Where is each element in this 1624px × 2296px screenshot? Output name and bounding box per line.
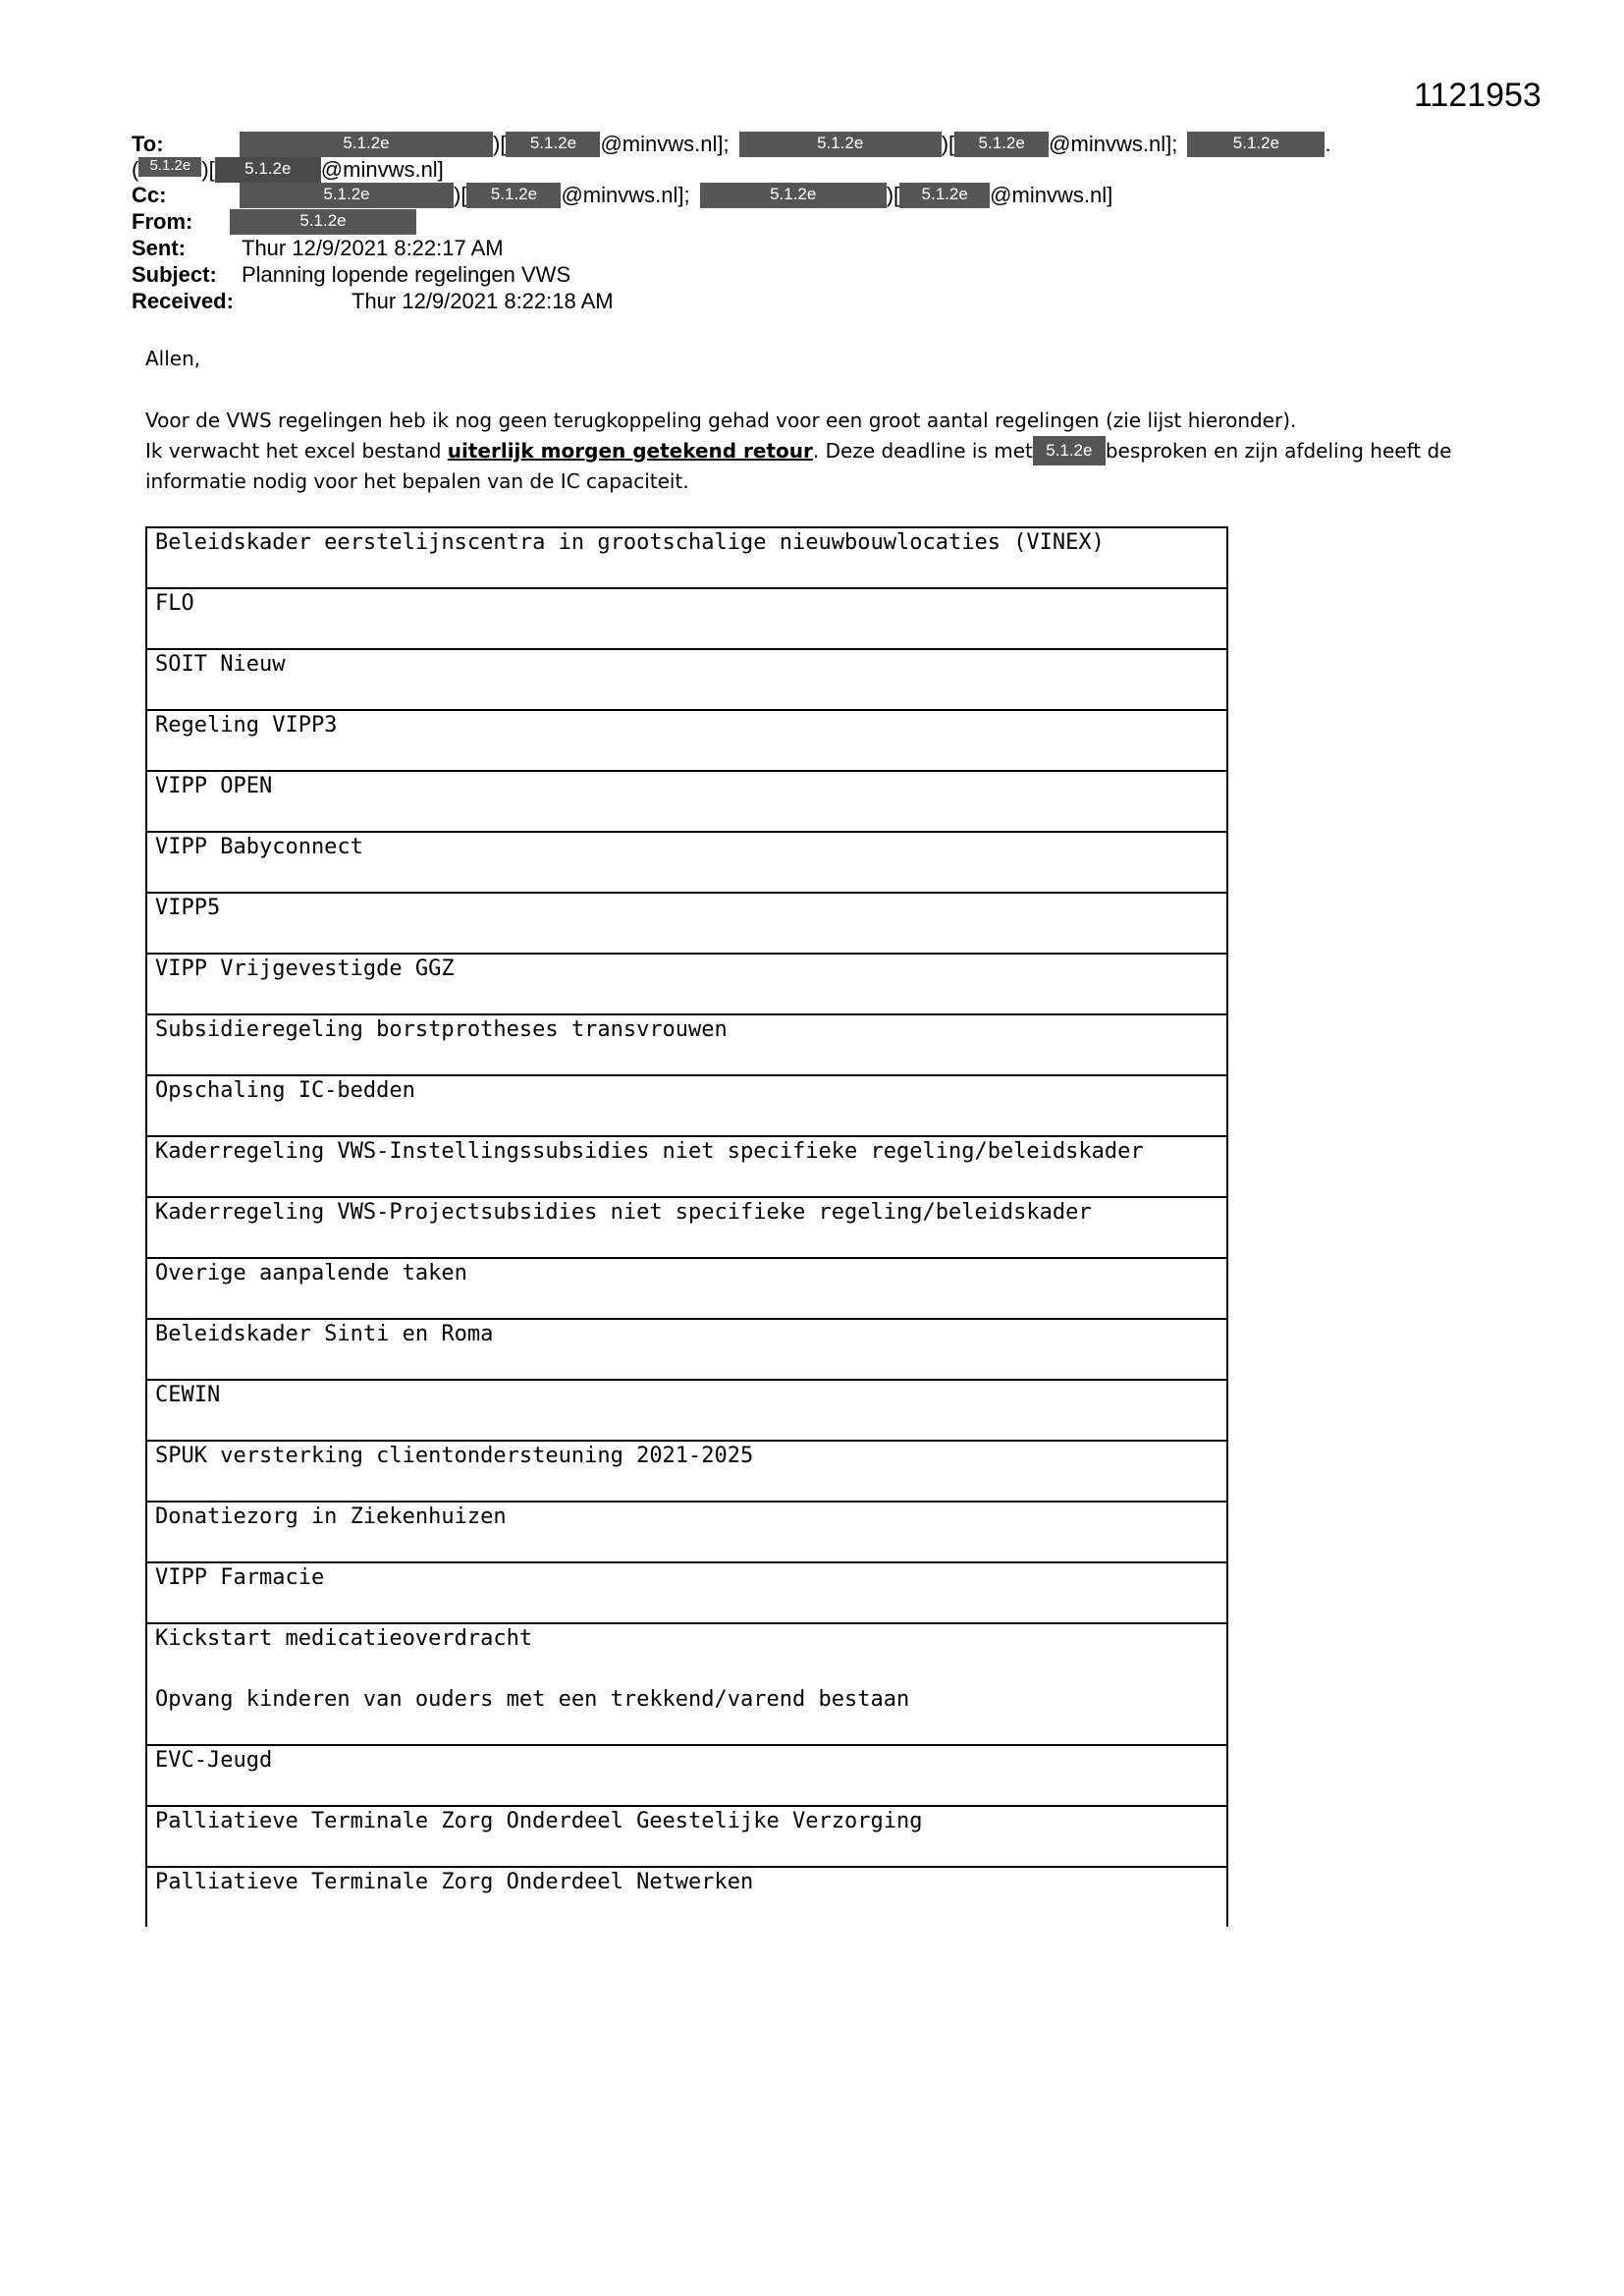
redaction-box: 5.1.2e (466, 183, 561, 208)
redaction-box: 5.1.2e (138, 157, 201, 177)
table-row (147, 894, 1226, 955)
table-row (147, 1624, 1226, 1746)
received-label: Received: (132, 289, 234, 313)
regeling-label: SOIT Nieuw (155, 652, 286, 677)
regeling-label: Subsidieregeling borstprotheses transvrouwen (155, 1017, 728, 1042)
regeling-label: VIPP Farmacie (155, 1565, 325, 1590)
table-row (147, 772, 1226, 833)
regeling-label: Beleidskader Sinti en Roma (155, 1322, 494, 1346)
table-row (147, 833, 1226, 894)
regeling-label: VIPP5 (155, 896, 221, 920)
cc-line (132, 183, 1113, 208)
regeling-label: Donatiezorg in Ziekenhuizen (155, 1504, 507, 1529)
table-row (147, 1381, 1226, 1442)
cc-recipients: 5.1.2e )[ 5.1.2e @minvws.nl]; 5.1.2e )[ 5.1.2e @minvws.nl] (240, 183, 1112, 208)
regeling-label: Kaderregeling VWS-Instellingssubsidies niet specifieke regeling/beleidskader (155, 1139, 1144, 1164)
table-row (147, 1868, 1226, 1927)
regeling-label: Opvang kinderen van ouders met een trekkend/varend bestaan (155, 1687, 910, 1712)
sent-line (132, 236, 504, 261)
cc-label: Cc: (132, 183, 167, 207)
regeling-label: Kickstart medicatieoverdracht (155, 1626, 533, 1651)
sent-label: Sent: (132, 236, 186, 260)
regelingen-table (145, 526, 1228, 1927)
table-row (147, 1807, 1226, 1868)
body-line-3: informatie nodig voor het bepalen van de IC capaciteit. (145, 469, 689, 493)
table-row (147, 1137, 1226, 1198)
table-row (147, 650, 1226, 711)
table-row (147, 955, 1226, 1015)
from-label: From: (132, 209, 193, 234)
table-row (147, 1320, 1226, 1381)
to-recipients-1: 5.1.2e )[ 5.1.2e @minvws.nl]; 5.1.2e )[ 5.1.2e @minvws.nl]; 5.1.2e . (240, 132, 1331, 157)
redaction-box: 5.1.2e (899, 183, 990, 208)
to-line-2: ( 5.1.2e )[ 5.1.2e @minvws.nl] (132, 157, 444, 182)
regeling-label: VIPP Babyconnect (155, 835, 363, 859)
deadline-emphasis: uiterlijk morgen getekend retour (447, 439, 813, 463)
received-value: Thur 12/9/2021 8:22:18 AM (352, 289, 614, 313)
redaction-box: 5.1.2e (506, 132, 600, 157)
redaction-box: 5.1.2e (240, 183, 454, 208)
table-row (147, 1503, 1226, 1563)
redaction-box: 5.1.2e (215, 157, 321, 183)
table-row (147, 589, 1226, 650)
table-row (147, 1259, 1226, 1320)
received-line (132, 289, 614, 314)
body-line-2: Ik verwacht het excel bestand uiterlijk morgen getekend retour. Deze deadline is met 5.1.2e besproken en zijn afdeling heeft de (145, 436, 1451, 466)
redaction-box: 5.1.2e (700, 183, 887, 208)
regeling-label: FLO (155, 591, 194, 616)
regeling-label: SPUK versterking clientondersteuning 2021-2025 (155, 1444, 754, 1468)
table-row (147, 1746, 1226, 1807)
table-row (147, 1563, 1226, 1624)
from-line (132, 209, 347, 235)
regeling-label: CEWIN (155, 1383, 221, 1407)
redaction-box: 5.1.2e (240, 132, 493, 157)
regeling-label: Palliatieve Terminale Zorg Onderdeel Netwerken (155, 1870, 754, 1894)
regeling-label: Beleidskader eerstelijnscentra in grootschalige nieuwbouwlocaties (VINEX) (155, 530, 1105, 555)
regeling-label: Regeling VIPP3 (155, 713, 338, 738)
from-sender (230, 209, 416, 235)
greeting: Allen, (145, 347, 201, 370)
to-line-1 (132, 132, 1331, 157)
regeling-label: Palliatieve Terminale Zorg Onderdeel Geestelijke Verzorging (155, 1809, 923, 1833)
subject-line (132, 262, 571, 288)
regeling-label: Opschaling IC-bedden (155, 1078, 415, 1103)
regeling-label: VIPP Vrijgevestigde GGZ (155, 957, 455, 981)
redaction-box: 5.1.2e (1033, 436, 1106, 465)
sent-value: Thur 12/9/2021 8:22:17 AM (242, 236, 504, 260)
table-row (147, 1015, 1226, 1076)
redaction-box: 5.1.2e (230, 209, 416, 235)
regeling-label: EVC-Jeugd (155, 1748, 273, 1773)
redaction-box: 5.1.2e (954, 132, 1049, 157)
regeling-label: VIPP OPEN (155, 774, 273, 798)
redaction-box: 5.1.2e (1187, 132, 1325, 157)
document-number: 1121953 (1414, 77, 1542, 114)
table-row (147, 1442, 1226, 1503)
body-line-1: Voor de VWS regelingen heb ik nog geen terugkoppeling gehad voor een groot aantal regelingen (zie lijst hieronder). (145, 409, 1297, 432)
regeling-label: Kaderregeling VWS-Projectsubsidies niet specifieke regeling/beleidskader (155, 1200, 1092, 1225)
to-label: To: (132, 132, 164, 156)
table-row (147, 528, 1226, 589)
table-row (147, 1076, 1226, 1137)
regeling-label: Overige aanpalende taken (155, 1261, 467, 1285)
subject-label: Subject: (132, 262, 217, 287)
table-row (147, 711, 1226, 772)
redaction-box: 5.1.2e (739, 132, 942, 157)
subject-value: Planning lopende regelingen VWS (242, 262, 571, 287)
table-row (147, 1198, 1226, 1259)
